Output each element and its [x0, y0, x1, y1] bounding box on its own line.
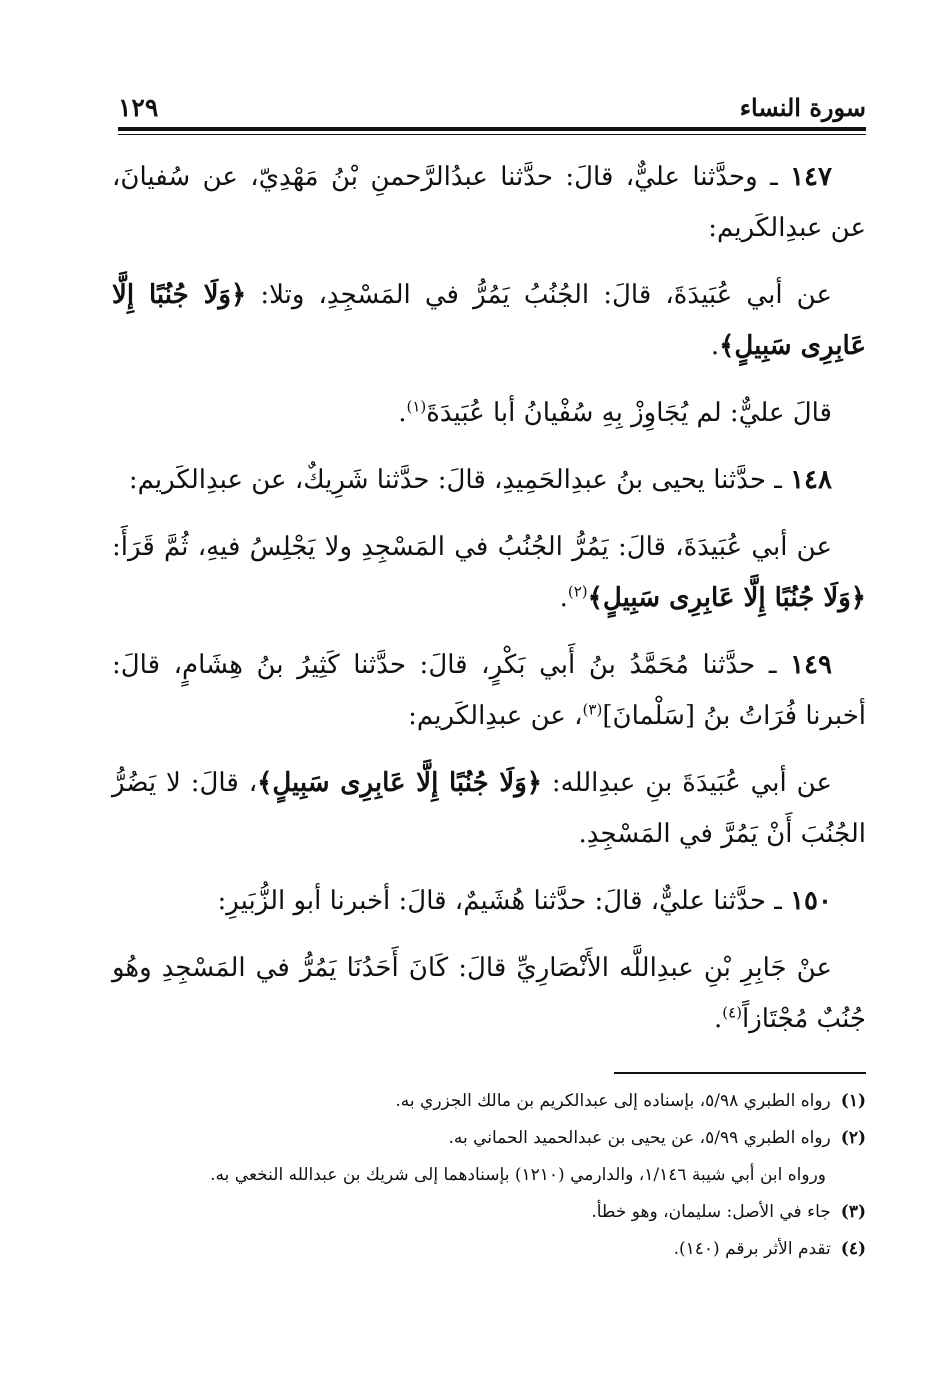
header-rule-thin [118, 134, 866, 135]
paragraph-text: ـ حدَّثنا عليٌّ، قالَ: حدَّثنا هُشَيمٌ، قالَ: أخبرنا أبو الزُّبَيرِ: [217, 886, 791, 916]
paragraph-tail: . [710, 331, 720, 361]
footnote-4 [118, 1234, 866, 1265]
paragraph-148 [112, 455, 866, 506]
footnote-ref[interactable]: (٣) [582, 700, 603, 719]
paragraph-150 [112, 876, 866, 927]
paragraph-148-matn [112, 522, 866, 624]
paragraph-tail: ، عن عبدِالكَريم: [408, 701, 583, 731]
paragraph-text: ـ وحدَّثنا عليٌّ، قالَ: حدَّثنا عبدُالرَّحمنِ بْنُ مَهْدِيّ، عن سُفيانَ، عن عبدِالكَريم: [112, 162, 866, 243]
footnote-text: ورواه ابن أبي شيبة ١/١٤٦، والدارمي (١٢١٠) بإسنادهما إلى شريك بن عبدالله النخعي به. [210, 1165, 826, 1185]
paragraph-147-matn [112, 270, 866, 372]
footnote-2 [118, 1123, 866, 1154]
hadith-number: ١٤٨ [790, 465, 832, 495]
page-number: ١٢٩ [118, 93, 159, 122]
main-text [112, 152, 866, 1061]
paragraph-147-note [112, 388, 866, 439]
paragraph-text: عن أبي عُبَيدَةَ بنِ عبدِالله: [542, 768, 832, 798]
hadith-number: ١٤٩ [790, 650, 832, 680]
paragraph-tail: . [559, 583, 568, 613]
footnote-text: جاء في الأصل: سليمان، وهو خطأ. [591, 1202, 831, 1222]
paragraph-text: عن أبي عُبَيدَةَ، قالَ: يَمُرُّ الجُنُبُ في المَسْجِدِ ولا يَجْلِسُ فيهِ، ثُمَّ قَرَأَ: [112, 532, 832, 562]
surah-title: سورة النساء [739, 93, 866, 122]
paragraph-147 [112, 152, 866, 254]
paragraph-text: عنْ جَابِرِ بْنِ عبدِاللَّه الأَنْصَارِيِّ قالَ: كَانَ أَحَدُنَا يَمُرُّ في المَسْجِدِ وهُو جُنُبٌ مُجْتَازاً [112, 953, 866, 1034]
paragraph-text: ـ حدَّثنا مُحَمَّدُ بنُ أَبي بَكْرٍ، قالَ: حدَّثنا كَثِيرُ بنُ هِشَامٍ، قالَ: أخبرنا فُرَاتُ بنُ [سَلْمانَ] [112, 650, 866, 731]
paragraph-149-matn [112, 758, 866, 860]
hadith-number: ١٤٧ [790, 162, 832, 192]
paragraph-149 [112, 640, 866, 742]
header-rule-thick [118, 127, 866, 131]
footnote-separator [614, 1072, 866, 1074]
paragraph-text: قالَ عليٌّ: لم يُجَاوِزْ بِهِ سُفْيانُ أبا عُبَيدَةَ [426, 398, 832, 428]
footnotes [118, 1086, 866, 1271]
footnote-label: (٢) [840, 1128, 866, 1148]
paragraph-text: ـ حدَّثنا يحيى بنُ عبدِالحَمِيدِ، قالَ: حدَّثنا شَرِيكٌ، عن عبدِالكَريم: [128, 465, 791, 495]
footnote-text: رواه الطبري ٥/٩٨، بإسناده إلى عبدالكريم بن مالك الجزري به. [395, 1091, 831, 1111]
page-header [118, 82, 866, 122]
paragraph-150-matn [112, 943, 866, 1045]
quran-verse: ﴿وَلَا جُنُبًا إِلَّا عَابِرِى سَبِيلٍ﴾ [257, 768, 543, 798]
footnote-text: رواه الطبري ٥/٩٩، عن يحيى بن عبدالحميد الحماني به. [448, 1128, 831, 1148]
quran-verse: ﴿وَلَا جُنُبًا إِلَّا عَابِرِى سَبِيلٍ﴾ [112, 280, 866, 361]
footnote-1 [118, 1086, 866, 1117]
quran-verse: ﴿وَلَا جُنُبًا إِلَّا عَابِرِى سَبِيلٍ﴾ [587, 583, 866, 613]
footnote-ref[interactable]: (١) [406, 397, 427, 416]
paragraph-tail: . [713, 1004, 723, 1034]
footnote-3 [118, 1197, 866, 1228]
paragraph-text: عن أبي عُبَيدَةَ، قالَ: الجُنُبُ يَمُرُّ في المَسْجِدِ، وتلا: [246, 280, 832, 310]
footnote-text: تقدم الأثر برقم (١٤٠). [673, 1239, 831, 1259]
footnote-label: (٤) [840, 1239, 866, 1259]
footnote-ref[interactable]: (٤) [722, 1003, 743, 1022]
paragraph-tail: . [398, 398, 407, 428]
footnote-ref[interactable]: (٢) [567, 582, 588, 601]
footnote-label: (٣) [840, 1202, 866, 1222]
paragraph-tail: ، قالَ: لا يَضُرُّ الجُنُبَ أَنْ يَمُرَّ في المَسْجِدِ. [112, 768, 866, 849]
hadith-number: ١٥٠ [790, 886, 832, 916]
footnote-2-continued [118, 1160, 866, 1191]
footnote-label: (١) [840, 1091, 866, 1111]
